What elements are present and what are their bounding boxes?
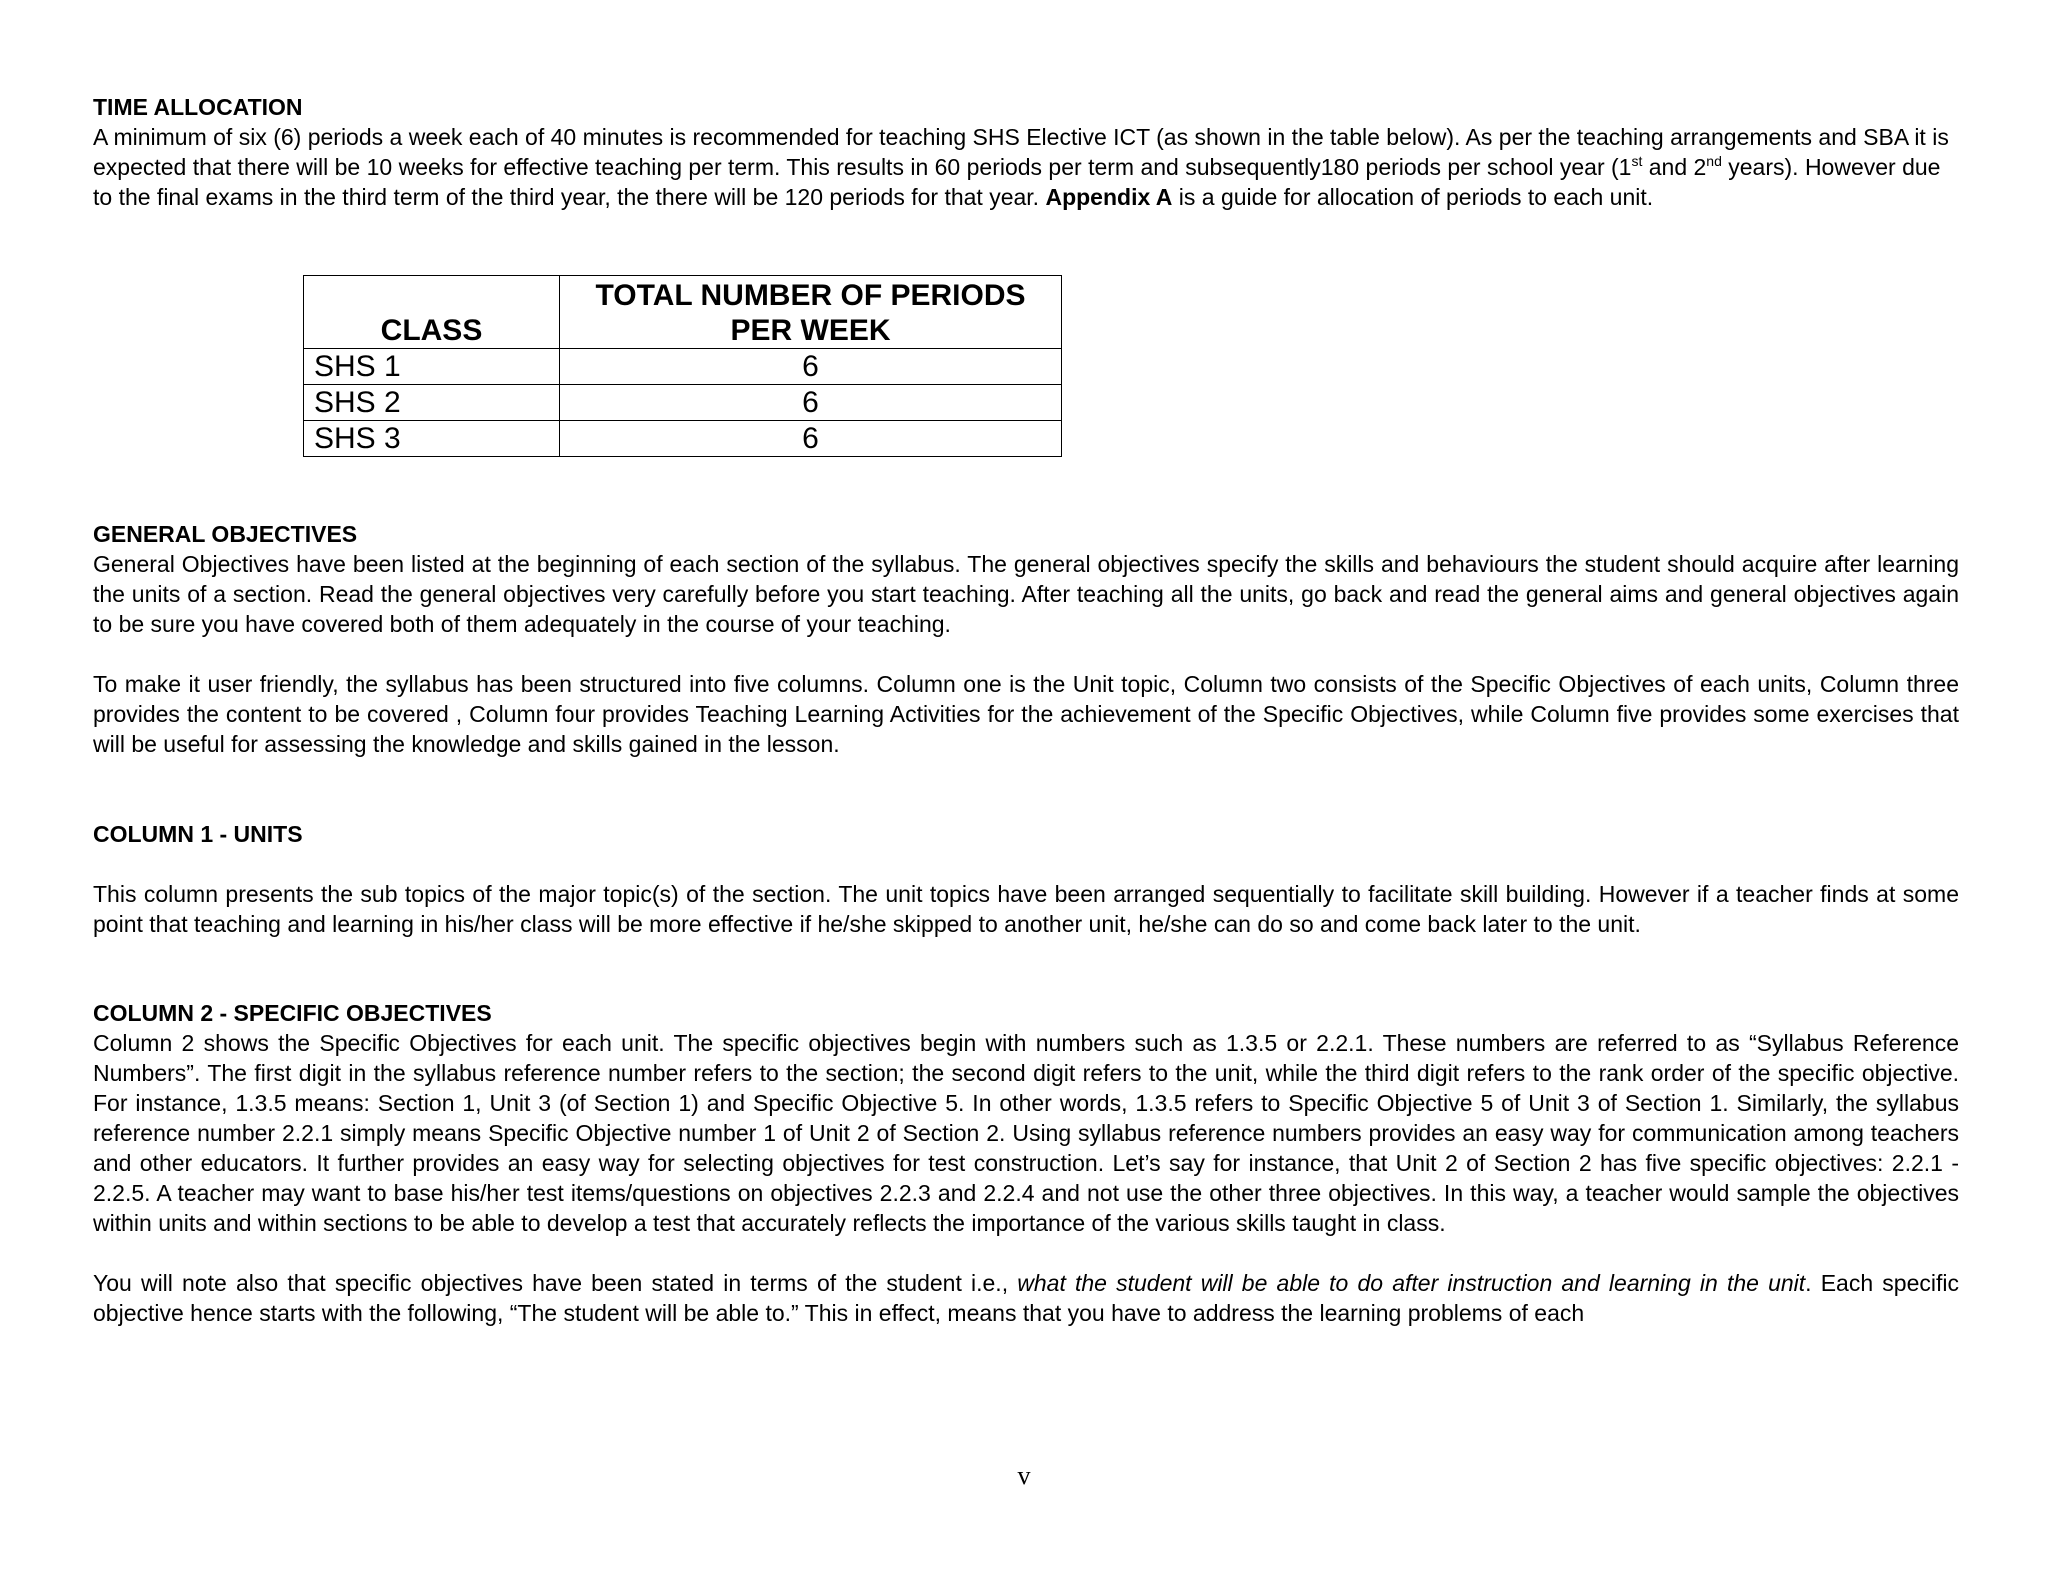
table-row — [304, 385, 1062, 421]
superscript-st: st — [1631, 153, 1643, 169]
text-run: is a guide for allocation of periods to each unit. — [1172, 184, 1654, 210]
text-run: You will note also that specific objectives have been stated in terms of the student i.e., — [93, 1270, 1018, 1296]
general-objectives-paragraph-2: To make it user friendly, the syllabus has been structured into five columns. Column one is the Unit topic, Column two consists of the Specific Objectives of each units, Column three provides the content to be covered , Column four provides Teaching Learning Activities for the achievement of the Specific Objectives, while Column five provides some exercises that will be useful for assessing the knowledge and skills gained in the lesson. — [93, 671, 1959, 757]
header-periods-line1: TOTAL NUMBER OF PERIODS — [595, 279, 1026, 312]
text-run: years). However due to the final exams in the third term of the third year, the there will be 120 periods for that year. — [93, 154, 1941, 210]
column2-paragraph-1: Column 2 shows the Specific Objectives for each unit. The specific objectives begin with numbers such as 1.3.5 or 2.2.1. These numbers are referred to as “Syllabus Reference Numbers”. The first digit in the syllabus reference number refers to the section; the second digit refers to the unit, while the third digit refers to the rank order of the specific objective. For instance, 1.3.5 means: Section 1, Unit 3 (of Section 1) and Specific Objective 5. In other words, 1.3.5 refers to Specific Objective 5 of Unit 3 of Section 1. Similarly, the syllabus reference number 2.2.1 simply means Specific Objective number 1 of Unit 2 of Section 2. Using syllabus reference numbers provides an easy way for communication among teachers and other educators. It further provides an easy way for selecting objectives for test construction. Let’s say for instance, that Unit 2 of Section 2 has five specific objectives: 2.2.1 - 2.2.5. A teacher may want to base his/her test items/questions on objectives 2.2.3 and 2.2.4 and not use the other three objectives. In this way, a teacher would sample the objectives within units and within sections to be able to develop a test that accurately reflects the importance of the various skills taught in class. — [93, 1030, 1959, 1236]
column1-heading: COLUMN 1 - UNITS — [93, 821, 303, 847]
header-class: CLASS — [304, 276, 560, 349]
class-cell: SHS 3 — [304, 421, 560, 457]
italic-phrase: what the student will be able to do after instruction and learning in the unit — [1017, 1270, 1806, 1296]
periods-cell: 6 — [560, 421, 1062, 457]
superscript-nd: nd — [1706, 153, 1722, 169]
column2-heading: COLUMN 2 - SPECIFIC OBJECTIVES — [93, 1000, 492, 1026]
periods-cell: 6 — [560, 385, 1062, 421]
periods-cell: 6 — [560, 349, 1062, 385]
text-run: A minimum of six (6) periods a week each of 40 minutes is recommended for teaching SHS Elective ICT (as shown in the table below). As per the teaching arrangements and SBA it is expected that there will be 10 weeks for effective teaching per term. This results in 60 periods per term and subsequently180 periods per school year (1 — [93, 124, 1949, 180]
document-page — [93, 92, 1959, 1328]
column1-paragraph: This column presents the sub topics of the major topic(s) of the section. The unit topics have been arranged sequentially to facilitate skill building. However if a teacher finds at some point that teaching and learning in his/her class will be more effective if he/she skipped to another unit, he/she can do so and come back later to the unit. — [93, 881, 1959, 937]
periods-table — [303, 275, 1062, 457]
general-objectives-paragraph-1: General Objectives have been listed at the beginning of each section of the syllabus. The general objectives specify the skills and behaviours the student should acquire after learning the units of a section. Read the general objectives very carefully before you start teaching. After teaching all the units, go back and read the general aims and general objectives again to be sure you have covered both of them adequately in the course of your teaching. — [93, 551, 1959, 637]
column2-paragraph-2 — [93, 1268, 1959, 1328]
text-run: . Each specific objective hence starts with the following, “The student will be able to.” This in effect, means that you have to address the learning problems of each — [93, 1270, 1959, 1326]
header-periods-line2: PER WEEK — [730, 314, 891, 347]
table-header-row — [304, 276, 1062, 349]
time-allocation-heading: TIME ALLOCATION — [93, 94, 303, 120]
header-periods — [560, 276, 1062, 349]
page-number: v — [1017, 1461, 1031, 1490]
table-row — [304, 349, 1062, 385]
class-cell: SHS 1 — [304, 349, 560, 385]
class-cell: SHS 2 — [304, 385, 560, 421]
general-objectives-heading: GENERAL OBJECTIVES — [93, 521, 358, 547]
text-run: and 2 — [1642, 154, 1707, 180]
table-row — [304, 421, 1062, 457]
time-allocation-paragraph — [93, 122, 1959, 212]
appendix-reference: Appendix A — [1045, 184, 1173, 210]
